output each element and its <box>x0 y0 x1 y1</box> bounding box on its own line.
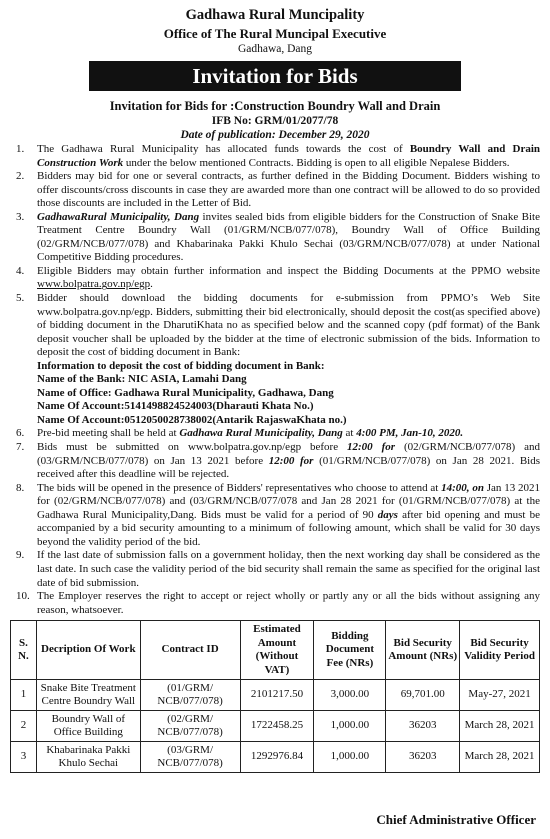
cell-sn: 3 <box>11 742 37 773</box>
cell-amount: 2101217.50 <box>240 680 314 711</box>
cell-security: 36203 <box>386 742 460 773</box>
clause-emphasis: Construction Work <box>37 156 124 169</box>
clause-number: 10. <box>16 590 30 603</box>
clause-number: 7. <box>16 441 25 454</box>
cell-fee: 1,000.00 <box>314 711 386 742</box>
clause-emphasis: GadhawaRural Municipality, Dang <box>37 210 200 223</box>
clause-text: The Gadhawa Rural Municipality has allocated funds towards the cost of <box>37 143 410 155</box>
clause-emphasis: Boundry Wall and Drain <box>409 143 540 155</box>
clause-2 <box>10 170 540 211</box>
clause-text: invites sealed bids from eligible bidders for the Construction of Snake Bite Treatment Centre Boundry Wall (01/GRM/NCB/077/078), Boundry Wall of Office Building (02/GRM/NCB/077/078) and Khabarinaka Pakki Khulo Sechai (03/GRM/NCB/077/078) at under National Competitive Bidding procedures. <box>37 210 540 264</box>
cell-contract: (02/GRM/ NCB/077/078) <box>140 711 240 742</box>
clause-text: Jan 13 2021 for (02/GRM/NCB/077/078) and (03/GRM/NCB/077/078 and Jan 28 2021 for (01/GRM/NCB/077/078) at the Gadhawa Rural Municipality,Dang. Bids must be valid for a period of 90 <box>37 481 540 521</box>
contracts-table <box>10 620 540 773</box>
clause-7 <box>10 441 540 482</box>
clause-5 <box>10 292 540 360</box>
clause-text: If the last date of submission falls on a government holiday, then the next working day shall be considered as the last date. In such case the validity period of the bid security shall remain the same as specified for the original last date of bid submission. <box>37 549 540 589</box>
clause-1 <box>10 143 540 170</box>
clause-text: (02/GRM/NCB/077/078) and (03/GRM/NCB/077/078) on Jan 13 2021 before <box>37 441 540 467</box>
clause-10 <box>10 590 540 617</box>
column-header-sn: S. N. <box>11 621 37 680</box>
cell-sn: 1 <box>11 680 37 711</box>
column-header-security: Bid Security Amount (NRs) <box>386 621 460 680</box>
clause-text: Pre-bid meeting shall be held at <box>37 427 180 440</box>
clause-text: The bids will be opened in the presence of Bidders' representatives who choose to attend at <box>37 481 442 494</box>
cell-contract: (03/GRM/ NCB/077/078) <box>140 742 240 773</box>
office-location: Gadhawa, Dang <box>237 43 313 55</box>
notice-header <box>10 6 540 57</box>
cell-security: 36203 <box>386 711 460 742</box>
account-number-2: Name Of Account:0512050028738002(Antarik RajaswaKhata no.) <box>37 413 347 426</box>
cell-amount: 1722458.25 <box>240 711 314 742</box>
clause-emphasis: 4:00 PM, Jan-10, 2020. <box>356 427 464 440</box>
clause-number: 8. <box>16 481 25 494</box>
office-account-name: Name of Office: Gadhawa Rural Municipality, Gadhawa, Dang <box>37 386 334 399</box>
table-row <box>11 742 540 773</box>
clause-text: under the below mentioned Contracts. Bidding is open to all eligible Nepalese Bidders. <box>123 156 510 169</box>
clause-number: 5. <box>16 292 25 305</box>
office-name: Office of The Rural Muncipal Executive <box>163 26 387 41</box>
column-header-fee: Bidding Document Fee (NRs) <box>314 621 386 680</box>
cell-validity: March 28, 2021 <box>460 711 540 742</box>
clause-text: Eligible Bidders may obtain further information and inspect the Bidding Documents at the PPMO website <box>37 264 540 277</box>
cell-amount: 1292976.84 <box>240 742 314 773</box>
clause-text: The Employer reserves the right to accept or reject wholly or partly any or all the bids without assigning any reason, whatsoever. <box>37 590 540 616</box>
title-banner: Invitation for Bids <box>89 61 461 91</box>
signatory-title: Chief Administrative Officer <box>376 812 536 827</box>
cell-validity: March 28, 2021 <box>460 742 540 773</box>
column-header-work: Decription Of Work <box>36 621 140 680</box>
cell-fee: 1,000.00 <box>314 742 386 773</box>
bank-information <box>10 360 540 428</box>
clause-number: 2. <box>16 170 25 183</box>
cell-security: 69,701.00 <box>386 680 460 711</box>
ifb-number: IFB No: GRM/01/2077/78 <box>211 115 339 127</box>
clause-emphasis: Gadhawa Rural Municipality, Dang <box>179 427 343 440</box>
clause-number: 3. <box>16 210 25 223</box>
publication-date: Date of publication: December 29, 2020 <box>180 129 370 141</box>
bank-info-heading: Information to deposit the cost of bidding document in Bank: <box>37 359 325 372</box>
cell-work: Snake Bite Treatment Centre Boundry Wall <box>36 680 140 711</box>
table-row <box>11 711 540 742</box>
column-header-validity: Bid Security Validity Period <box>460 621 540 680</box>
clause-4 <box>10 265 540 292</box>
table-row <box>11 680 540 711</box>
clause-text: Bids must be submitted on www.bolpatra.gov.np/egp before <box>37 441 348 454</box>
cell-validity: May-27, 2021 <box>460 680 540 711</box>
cell-contract: (01/GRM/ NCB/077/078) <box>140 680 240 711</box>
clause-emphasis: 14:00, on <box>441 481 484 494</box>
clause-emphasis: 12:00 for <box>347 441 396 454</box>
cell-work: Khabarinaka Pakki Khulo Sechai <box>36 742 140 773</box>
clause-6 <box>10 427 540 441</box>
notice-subtitle: Invitation for Bids for :Construction Boundry Wall and Drain <box>109 99 441 113</box>
cell-sn: 2 <box>11 711 37 742</box>
clause-9 <box>10 549 540 590</box>
clause-text: (01/GRM/NCB/077/078) on Jan 28 2021. Bids received after this deadline will be rejected. <box>37 454 540 481</box>
clause-number: 6. <box>16 427 25 440</box>
account-number-1: Name Of Account:5141498824524003(Dharauti Khata No.) <box>37 400 314 413</box>
clause-number: 9. <box>16 549 25 562</box>
clause-number: 1. <box>16 143 25 155</box>
organization-name: Gadhawa Rural Muncipality <box>185 7 365 23</box>
clause-text: Bidders may bid for one or several contracts, as further defined in the Bidding Document. Bidders wishing to offer discounts/cross discounts in case they are awarded more than one contract will be allowed to do so provided those discounts are included in the Letter of Bid. <box>37 170 540 210</box>
column-header-amount: Estimated Amount (Without VAT) <box>240 621 314 680</box>
bank-name: Name of the Bank: NIC ASIA, Lamahi Dang <box>37 373 247 386</box>
clause-text: Bidder should download the bidding documents for e-submission from PPMO’s Web Site www.bolpatra.gov.np/egp. Bidders, submitting their bid electronically, should deposit the cost(as specified above) of bidding document in the DharutiKhata no as specified below and the scanned copy (pdf format) of the Bank deposit voucher shall be uploaded by the bidder at the time of electronic submission of the bids. Information to deposit the cost of bidding document in Bank: <box>37 292 540 359</box>
clause-number: 4. <box>16 264 25 277</box>
clause-emphasis: 12:00 for <box>268 454 314 467</box>
cell-fee: 3,000.00 <box>314 680 386 711</box>
cell-work: Boundry Wall of Office Building <box>36 711 140 742</box>
clause-3 <box>10 211 540 265</box>
table-header-row <box>11 621 540 680</box>
numbered-clauses <box>10 143 540 617</box>
clause-text: after bid opening and must be accompanied by a bid security amounting to a minimum of following amount, which shall be valid for 30 days beyond the validity period of the bid. <box>37 508 540 548</box>
clause-text: at <box>342 427 357 440</box>
clause-text: . <box>150 278 153 291</box>
ppmo-website-link[interactable]: www.bolpatra.gov.np/egp <box>37 278 151 291</box>
clause-8 <box>10 482 540 550</box>
column-header-contract: Contract ID <box>140 621 240 680</box>
clause-emphasis: days <box>377 508 398 521</box>
